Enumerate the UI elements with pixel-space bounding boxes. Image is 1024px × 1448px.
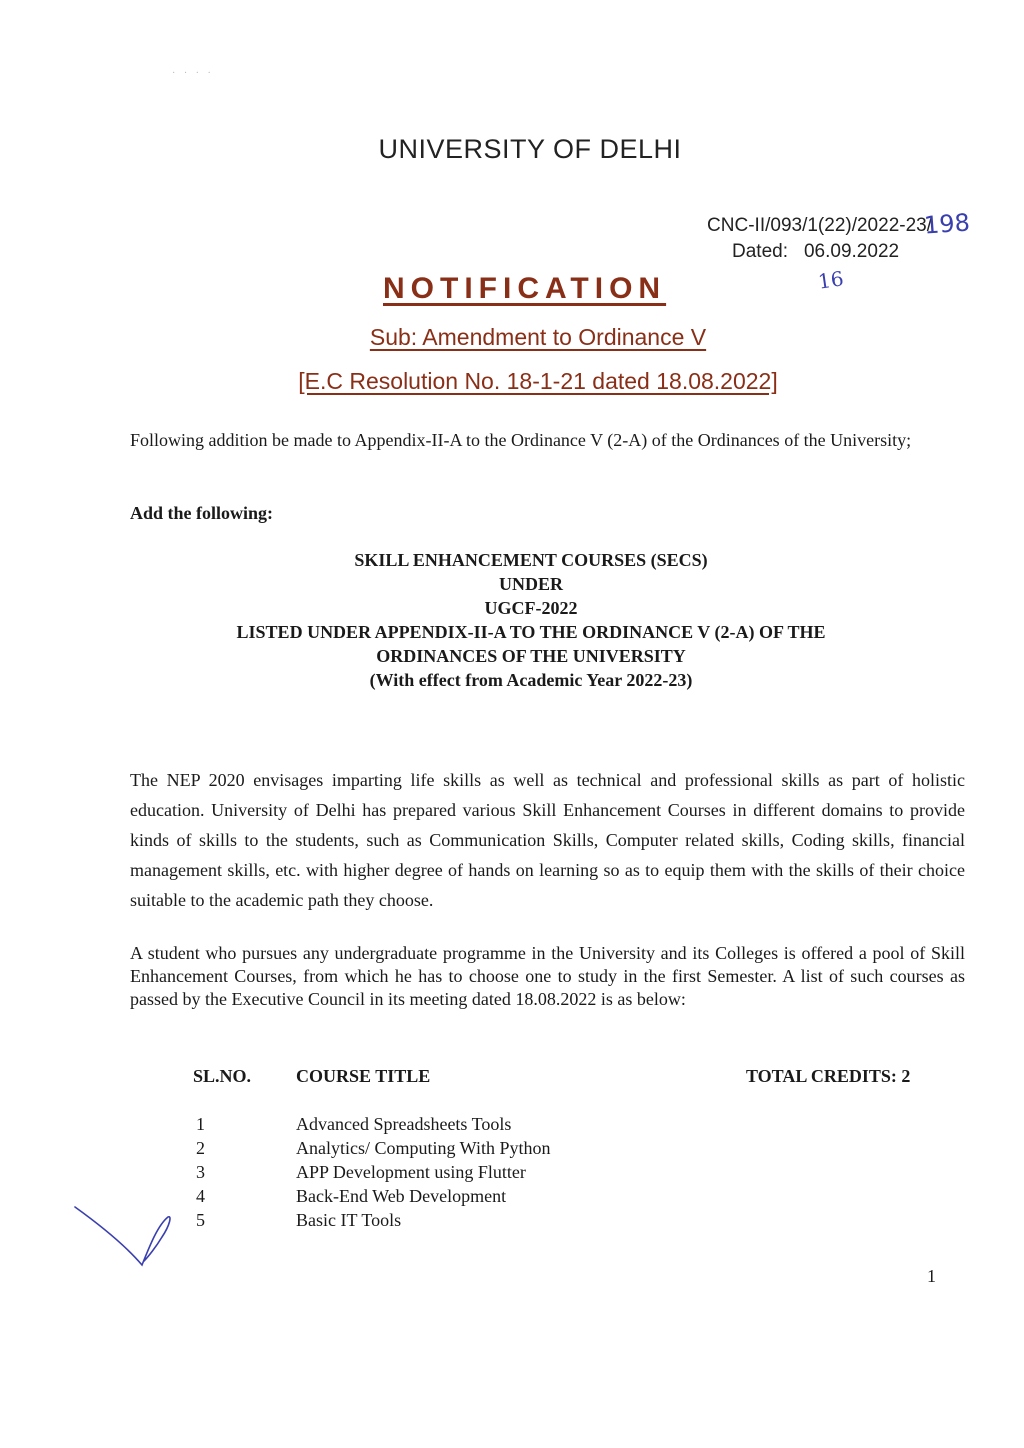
intro-paragraph: Following addition be made to Appendix-II-A to the Ordinance V (2-A) of the Ordinances of the University; bbox=[130, 430, 912, 450]
resolution-line: [E.C Resolution No. 18-1-21 dated 18.08.2022] bbox=[298, 368, 778, 394]
column-header-course-title: COURSE TITLE bbox=[296, 1066, 431, 1086]
heading-line: (With effect from Academic Year 2022-23) bbox=[369, 670, 693, 690]
heading-line: UGCF-2022 bbox=[484, 598, 578, 618]
page-number: 1 bbox=[927, 1266, 936, 1286]
row-number: 4 bbox=[196, 1186, 205, 1206]
row-number: 2 bbox=[196, 1138, 205, 1158]
handwritten-dispatch-number: 198 bbox=[923, 208, 971, 240]
heading-line: UNDER bbox=[498, 574, 563, 594]
course-title: Basic IT Tools bbox=[296, 1210, 402, 1230]
course-title: Advanced Spreadsheets Tools bbox=[296, 1114, 512, 1134]
heading-line: LISTED UNDER APPENDIX-II-A TO THE ORDINANCE V (2-A) OF THE bbox=[236, 622, 826, 642]
add-following-label: Add the following: bbox=[130, 503, 274, 523]
course-list-heading bbox=[0, 548, 1024, 692]
heading-line: ORDINANCES OF THE UNIVERSITY bbox=[376, 646, 686, 666]
notification-title: NOTIFICATION bbox=[383, 272, 667, 305]
column-header-total-credits: TOTAL CREDITS: 2 bbox=[746, 1066, 911, 1086]
dated-value: 06.09.2022 bbox=[803, 241, 900, 262]
university-name: UNIVERSITY OF DELHI bbox=[378, 134, 682, 164]
nep-paragraph: The NEP 2020 envisages imparting life skills as well as technical and professional skills as part of holistic education. University of Delhi has prepared various Skill Enhancement Courses in different domains to provide kinds of skills to the students, such as Communication Skills, Computer related skills, Coding skills, financial management skills, etc. with higher degree of hands on learning so as to equip them with the skills of their choice suitable to the academic path they choose. bbox=[130, 770, 965, 910]
row-number: 3 bbox=[196, 1162, 205, 1182]
column-header-sl-no: SL.NO. bbox=[193, 1066, 252, 1086]
subject-line: Sub: Amendment to Ordinance V bbox=[369, 324, 707, 350]
course-title: APP Development using Flutter bbox=[296, 1162, 526, 1182]
handwritten-tick-mark bbox=[70, 1195, 180, 1270]
date-line bbox=[732, 241, 899, 263]
row-number: 5 bbox=[196, 1210, 205, 1230]
course-title: Back-End Web Development bbox=[296, 1186, 507, 1206]
handwritten-date-mark: 16 bbox=[816, 266, 845, 294]
course-title: Analytics/ Computing With Python bbox=[296, 1138, 551, 1158]
row-number: 1 bbox=[196, 1114, 205, 1134]
reference-number: CNC-II/093/1(22)/2022-23/ bbox=[707, 215, 932, 236]
heading-line: SKILL ENHANCEMENT COURSES (SECS) bbox=[354, 550, 708, 570]
scan-speck: · · · · bbox=[172, 68, 214, 79]
dated-label: Dated: bbox=[732, 241, 788, 262]
student-paragraph: A student who pursues any undergraduate programme in the University and its Colleges is offered a pool of Skill Enhancement Courses, from which he has to choose one to study in the first Semester. A list of such courses as passed by the Executive Council in its meeting dated 18.08.2022 is as below: bbox=[130, 943, 965, 1009]
